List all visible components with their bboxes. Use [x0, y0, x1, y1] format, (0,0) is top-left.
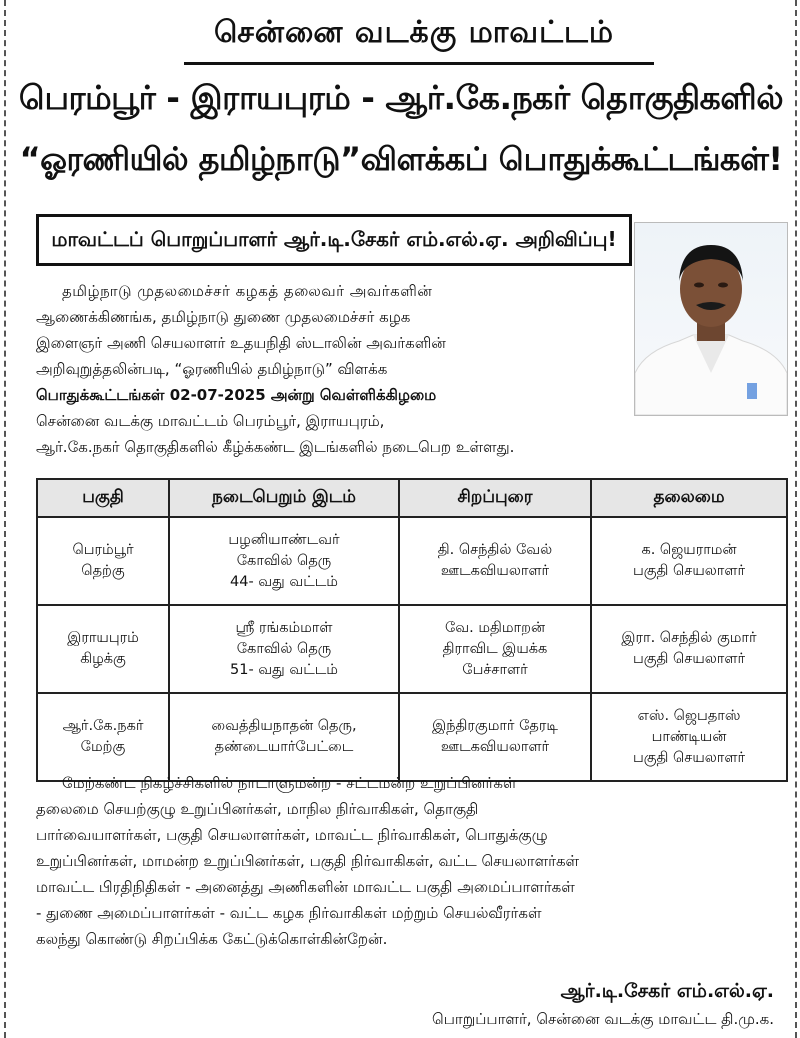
intro-paragraph [36, 278, 632, 460]
cell-area [37, 605, 169, 693]
cell-text: தண்டையார்பேட்டை [214, 739, 354, 755]
cell-speaker [399, 693, 591, 781]
table-row [37, 605, 787, 693]
person-photo [634, 222, 788, 416]
district-underline [184, 62, 654, 65]
cell-text: எஸ். ஜெபதாஸ் [637, 707, 741, 724]
closing-line: உறுப்பினர்கள், மாமன்ற உறுப்பினர்கள், பகுதி நிர்வாகிகள், வட்ட செயலாளர்கள் [36, 852, 580, 870]
cell-venue [169, 693, 399, 781]
cell-text: கோவில் தெரு [236, 640, 332, 657]
cell-venue [169, 517, 399, 605]
signatory-role: பொறுப்பாளர், சென்னை வடக்கு மாவட்ட தி.மு.க. [432, 1010, 774, 1028]
closing-line: கலந்து கொண்டு சிறப்பிக்க கேட்டுக்கொள்கின்றேன். [36, 930, 388, 948]
cell-chair [591, 517, 787, 605]
intro-line: ஆர்.கே.நகர் தொகுதிகளில் கீழ்க்கண்ட இடங்களில் நடைபெற உள்ளது. [36, 438, 515, 456]
cut-line-right [795, 0, 797, 1038]
headline-line-2: “ஓரணியில் தமிழ்நாடு”விளக்கப் பொதுக்கூட்டங்கள்! [19, 140, 783, 178]
cell-text: பகுதி செயலாளர் [632, 651, 746, 667]
cell-text: ஊடகவியலாளர் [440, 739, 550, 755]
announcement-box [36, 214, 632, 266]
closing-paragraph [36, 770, 786, 952]
headline-line-1: பெரம்பூர் - இராயபுரம் - ஆர்.கே.நகர் தொகுதிகளில் [18, 78, 784, 117]
cell-area [37, 517, 169, 605]
notice-page [14, 0, 788, 1038]
cell-text: பாண்டியன் [651, 728, 727, 745]
cell-text: 44- வது வட்டம் [230, 573, 338, 590]
cell-text: கிழக்கு [80, 651, 126, 667]
cell-text: கோவில் தெரு [236, 552, 332, 569]
cell-text: இரா. செந்தில் குமார் [621, 630, 757, 646]
cell-text: வைத்தியநாதன் தெரு, [211, 718, 357, 734]
intro-line: அறிவுறுத்தலின்படி, “ஓரணியில் தமிழ்நாடு” விளக்க [36, 360, 388, 378]
cell-text: இராயபுரம் [67, 630, 139, 646]
cell-text: தெற்கு [81, 563, 125, 579]
table-row [37, 517, 787, 605]
cut-line-left [4, 0, 6, 1038]
closing-line: பார்வையாளர்கள், பகுதி செயலாளர்கள், மாவட்ட நிர்வாகிகள், பொதுக்குழு [36, 826, 548, 844]
cell-speaker [399, 605, 591, 693]
person-portrait-icon [635, 223, 787, 415]
header-venue: நடைபெறும் இடம் [169, 479, 399, 517]
cell-text: பழனியாண்டவர் [228, 531, 340, 548]
intro-line: பொதுக்கூட்டங்கள் 02-07-2025 அன்று வெள்ளிக்கிழமை [36, 386, 437, 404]
closing-line: - துணை அமைப்பாளர்கள் - வட்ட கழக நிர்வாகிகள் மற்றும் செயல்வீரர்கள் [36, 904, 542, 922]
closing-line: மாவட்ட பிரதிநிதிகள் - அனைத்து அணிகளின் மாவட்ட பகுதி அமைப்பாளர்கள் [36, 878, 575, 896]
table-row [37, 693, 787, 781]
header-chair: தலைமை [591, 479, 787, 517]
cell-text: ஆர்.கே.நகர் [62, 718, 144, 734]
intro-line: தமிழ்நாடு முதலமைச்சர் கழகத் தலைவர் அவர்களின் [62, 282, 433, 300]
closing-line: மேற்கண்ட நிகழ்ச்சிகளில் நாடாளுமன்ற - சட்டமன்ற உறுப்பினர்கள் [62, 774, 517, 792]
intro-line: ஆணைக்கிணங்க, தமிழ்நாடு துணை முதலமைச்சர் கழக [36, 308, 411, 326]
cell-text: பகுதி செயலாளர் [632, 749, 746, 766]
intro-line: இளைஞர் அணி செயலாளர் உதயநிதி ஸ்டாலின் அவர்களின் [36, 334, 446, 352]
cell-text: தி. செந்தில் வேல் [437, 542, 553, 558]
announcement-text: மாவட்டப் பொறுப்பாளர் ஆர்.டி.சேகர் எம்.எல்.ஏ. அறிவிப்பு! [51, 226, 617, 251]
intro-line: சென்னை வடக்கு மாவட்டம் பெரம்பூர், இராயபுரம், [36, 412, 385, 430]
cell-text: க. ஜெயராமன் [641, 542, 737, 558]
cell-speaker [399, 517, 591, 605]
cell-venue [169, 605, 399, 693]
cell-text: வே. மதிமாறன் [444, 619, 546, 636]
cell-chair [591, 693, 787, 781]
cell-text: பகுதி செயலாளர் [632, 563, 746, 579]
header-speaker: சிறப்புரை [399, 479, 591, 517]
header-area: பகுதி [37, 479, 169, 517]
cell-area [37, 693, 169, 781]
cell-text: பெரம்பூர் [72, 542, 134, 558]
cell-text: ஸ்ரீ ரங்கம்மாள் [235, 619, 333, 636]
cell-chair [591, 605, 787, 693]
signatory-name: ஆர்.டி.சேகர் எம்.எல்.ஏ. [560, 980, 774, 1002]
schedule-table [36, 478, 788, 782]
cell-text: மேற்கு [80, 739, 126, 755]
cell-text: 51- வது வட்டம் [230, 661, 338, 678]
district-title: சென்னை வடக்கு மாவட்டம் [213, 14, 615, 50]
cell-text: ஊடகவியலாளர் [440, 563, 550, 579]
closing-line: தலைமை செயற்குழு உறுப்பினர்கள், மாநில நிர்வாகிகள், தொகுதி [36, 800, 479, 818]
cell-text: பேச்சாளர் [462, 661, 528, 678]
cell-text: இந்திரகுமார் தேரடி [432, 718, 558, 734]
table-header-row [37, 479, 787, 517]
cell-text: திராவிட இயக்க [442, 640, 548, 657]
